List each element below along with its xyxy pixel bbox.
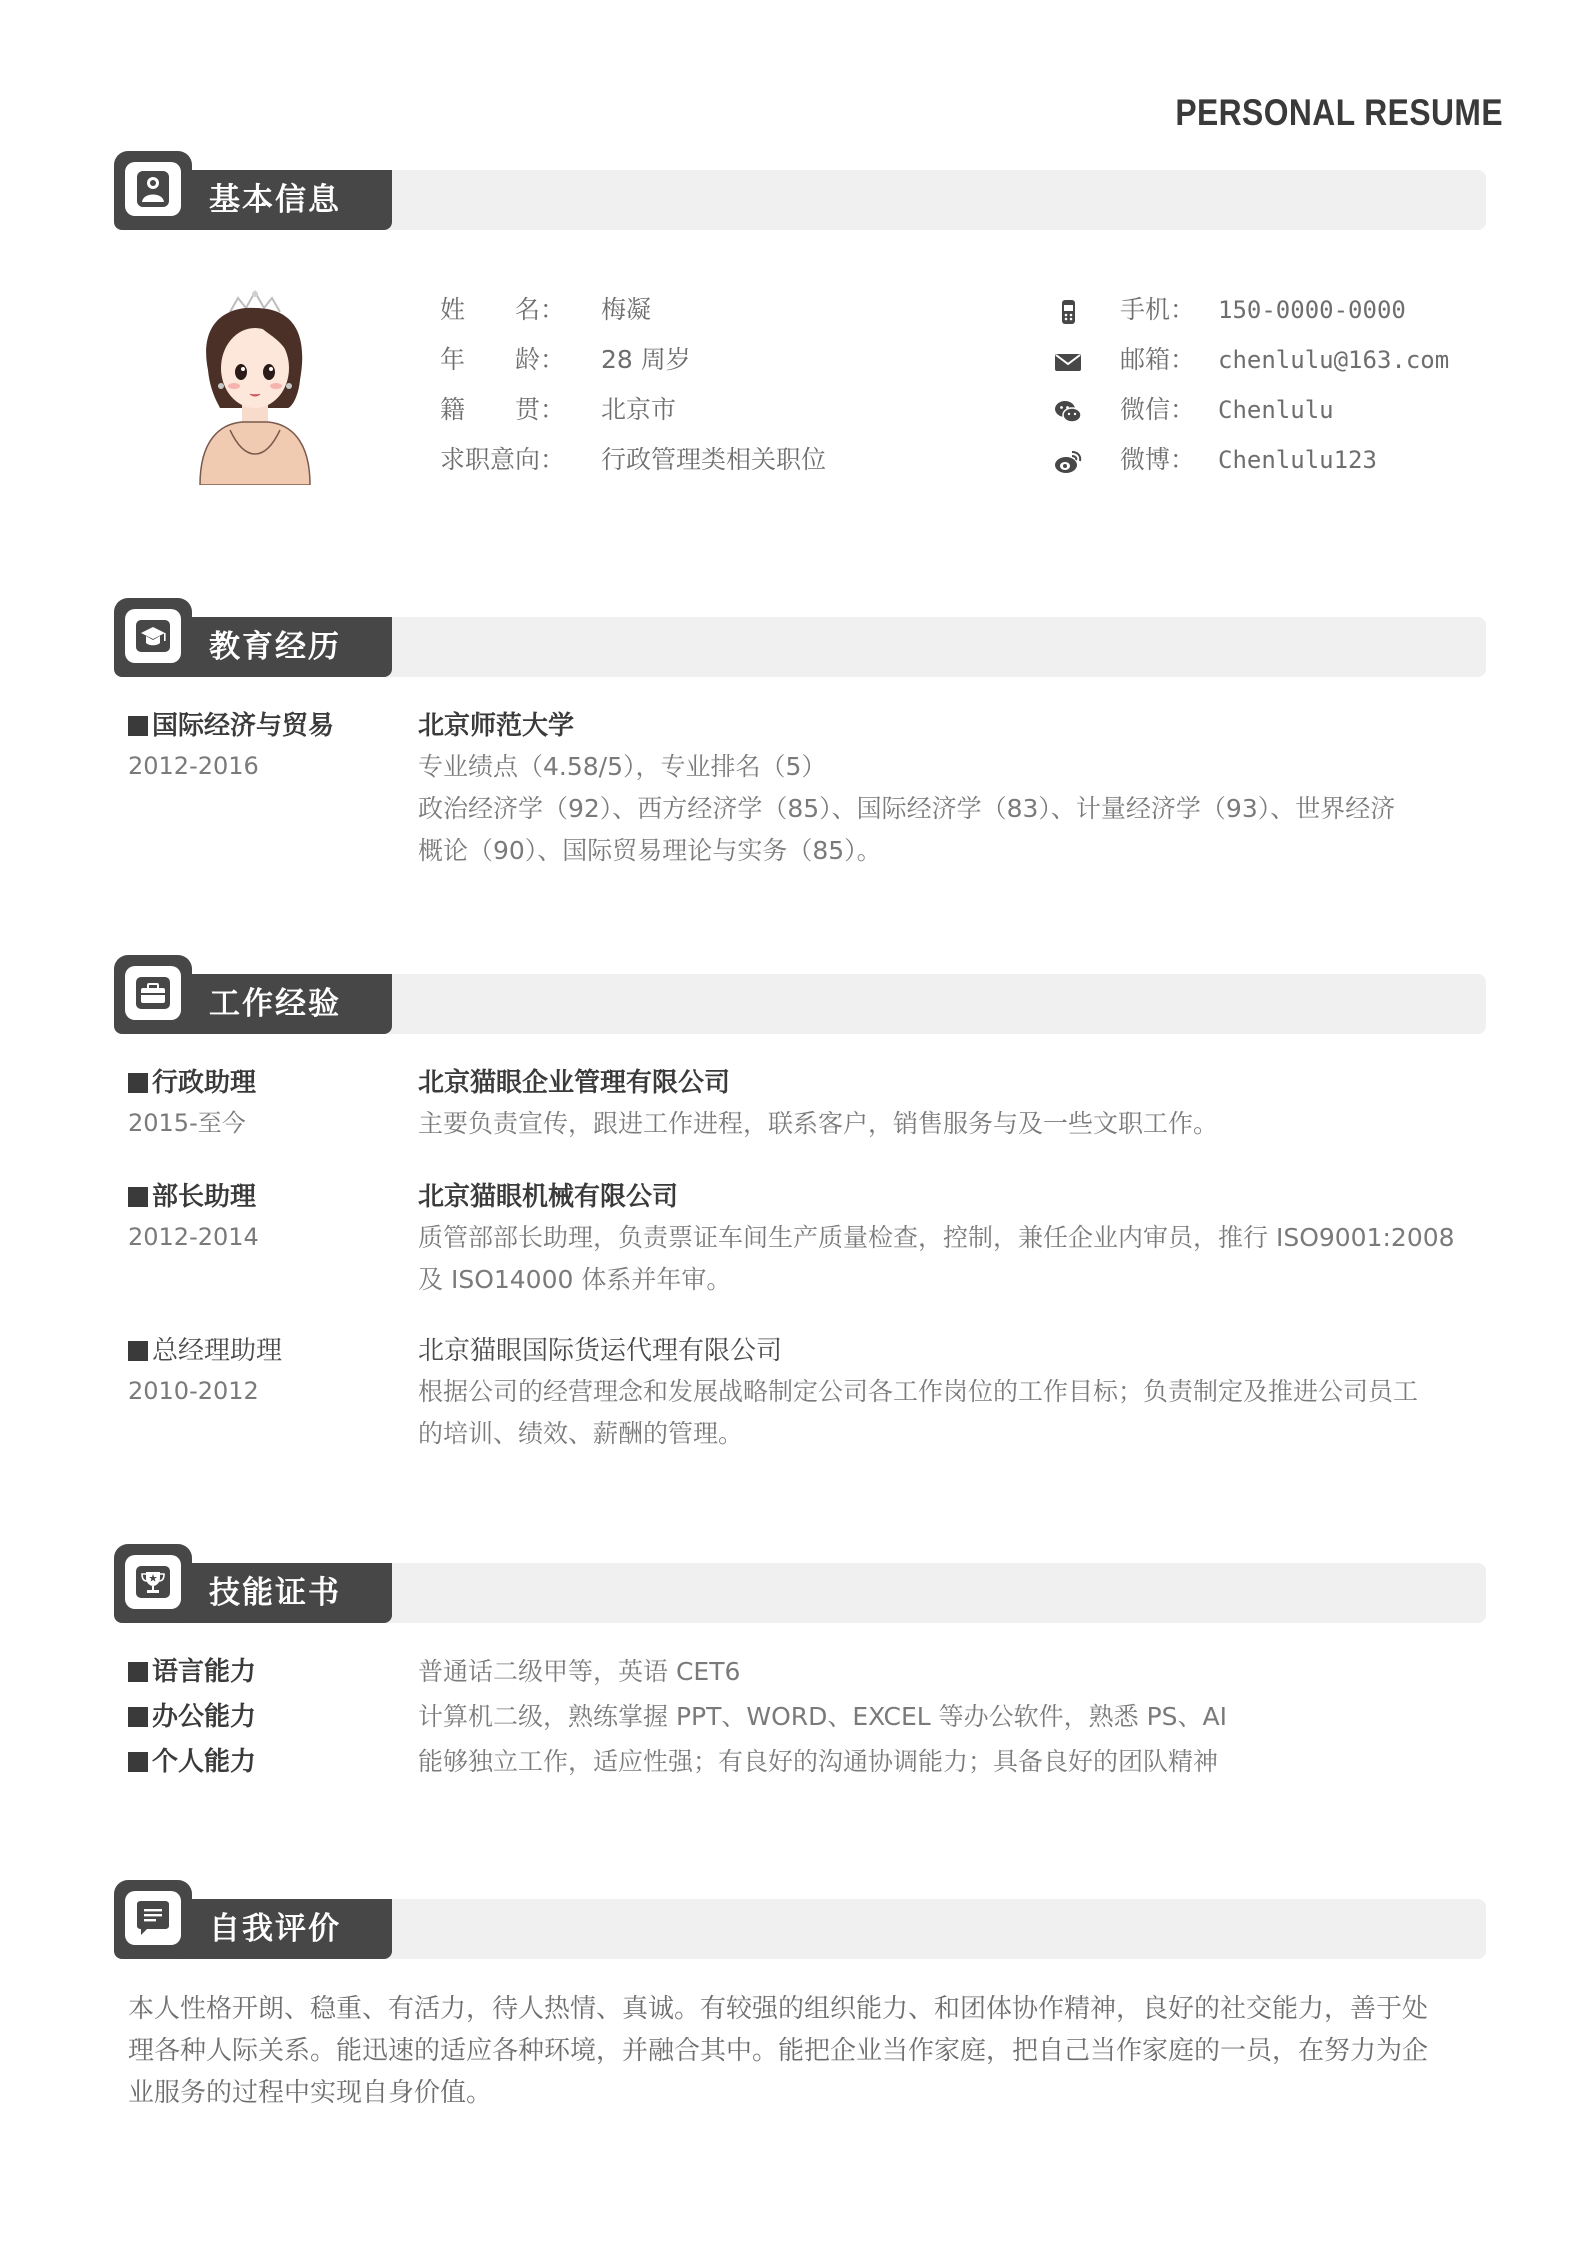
user-icon xyxy=(125,162,181,216)
resume-title: PERSONAL RESUME xyxy=(1175,92,1503,133)
education-desc-line: 专业绩点（4.58/5），专业排名（5） xyxy=(418,752,827,781)
education-major xyxy=(128,706,408,746)
skill-label xyxy=(128,1742,256,1782)
info-row-age xyxy=(440,340,826,390)
self-evaluation-text xyxy=(128,1988,1488,2114)
work-position xyxy=(128,1063,408,1103)
age-value: 28 周岁 xyxy=(601,345,691,374)
education-desc-line: 政治经济学（92）、西方经济学（85）、国际经济学（83）、计量经济学（93）、世界经济 xyxy=(418,794,1396,823)
work-desc-line: 根据公司的经营理念和发展战略制定公司各工作岗位的工作目标；负责制定及推进公司员工 xyxy=(418,1377,1419,1406)
origin-label: 籍 贯： xyxy=(440,395,566,424)
self-eval-line: 本人性格开朗、稳重、有活力，待人热情、真诚。有较强的组织能力、和团体协作精神，良好的社交能力，善于处 xyxy=(128,1994,1429,2024)
info-row-intent xyxy=(440,440,826,490)
info-row-origin xyxy=(440,390,826,440)
phone-label: 手机： xyxy=(1120,295,1196,324)
age-label: 年 龄： xyxy=(440,345,566,374)
weibo-value: Chenlulu123 xyxy=(1218,446,1377,474)
name-label: 姓 名： xyxy=(440,295,566,324)
bullet-square xyxy=(128,1662,148,1682)
work-left xyxy=(128,1331,408,1411)
position-text: 总经理助理 xyxy=(152,1336,283,1366)
section-title: 自我评价 xyxy=(209,1911,341,1947)
origin-value: 北京市 xyxy=(601,395,677,424)
section-icon-box xyxy=(114,1544,192,1620)
intent-value: 行政管理类相关职位 xyxy=(601,445,827,474)
skill-text: 普通话二级甲等，英语 CET6 xyxy=(418,1657,741,1686)
work-left xyxy=(128,1177,408,1257)
skill-text: 能够独立工作，适应性强；有良好的沟通协调能力；具备良好的团队精神 xyxy=(418,1747,1219,1776)
education-right xyxy=(418,706,1488,872)
work-years: 2010-2012 xyxy=(128,1377,259,1405)
bullet-square xyxy=(128,1073,148,1093)
section-title: 技能证书 xyxy=(209,1575,341,1611)
position-text: 行政助理 xyxy=(152,1068,257,1098)
wechat-icon xyxy=(1054,398,1082,426)
basic-info-list xyxy=(440,290,826,490)
wechat-value: Chenlulu xyxy=(1218,396,1334,424)
education-desc-line: 概论（90）、国际贸易理论与实务（85）。 xyxy=(418,836,882,865)
bullet-square xyxy=(128,1707,148,1727)
section-work xyxy=(114,974,1486,1034)
email-label: 邮箱： xyxy=(1120,345,1196,374)
work-desc-line: 的培训、绩效、薪酬的管理。 xyxy=(418,1419,744,1448)
bullet-square xyxy=(128,1341,148,1361)
info-row-name xyxy=(440,290,826,340)
work-right xyxy=(418,1063,1488,1145)
section-education xyxy=(114,617,1486,677)
work-desc-line: 及 ISO14000 体系并年审。 xyxy=(418,1265,732,1294)
section-title: 教育经历 xyxy=(209,629,341,665)
skill-label xyxy=(128,1697,256,1737)
mobile-phone-icon xyxy=(1054,298,1082,326)
section-skills xyxy=(114,1563,1486,1623)
work-position xyxy=(128,1177,408,1217)
skill-label-text: 办公能力 xyxy=(152,1702,257,1732)
phone-value: 150-0000-0000 xyxy=(1218,296,1406,324)
section-icon-box xyxy=(114,1880,192,1956)
work-entry xyxy=(128,1177,1488,1307)
email-value: chenlulu@163.com xyxy=(1218,346,1450,374)
section-title: 基本信息 xyxy=(209,182,341,218)
skill-row xyxy=(128,1652,1488,1697)
self-eval-line: 理各种人际关系。能迅速的适应各种环境，并融合其中。能把企业当作家庭，把自己当作家庭的一员，在努力为企 xyxy=(128,2036,1429,2066)
work-entry xyxy=(128,1063,1488,1153)
skill-row xyxy=(128,1697,1488,1742)
wechat-label: 微信： xyxy=(1120,395,1196,424)
school-name: 北京师范大学 xyxy=(418,711,575,741)
weibo-label: 微博： xyxy=(1120,445,1196,474)
work-right xyxy=(418,1331,1488,1455)
name-value: 梅凝 xyxy=(601,295,652,324)
education-years: 2012-2016 xyxy=(128,752,259,780)
major-text: 国际经济与贸易 xyxy=(152,711,335,741)
company-name: 北京猫眼机械有限公司 xyxy=(418,1182,679,1212)
position-text: 部长助理 xyxy=(152,1182,257,1212)
section-basic-info xyxy=(114,170,1486,230)
message-icon xyxy=(125,1891,181,1945)
skill-text: 计算机二级，熟练掌握 PPT、WORD、EXCEL 等办公软件，熟悉 PS、AI xyxy=(418,1702,1227,1731)
briefcase-icon xyxy=(125,966,181,1020)
graduation-cap-icon xyxy=(125,609,181,663)
work-entry xyxy=(128,1331,1488,1461)
education-left xyxy=(128,706,408,786)
intent-label: 求职意向： xyxy=(440,445,566,474)
work-years: 2015-至今 xyxy=(128,1109,246,1137)
work-right xyxy=(418,1177,1488,1301)
self-eval-line: 业服务的过程中实现自身价值。 xyxy=(128,2078,493,2108)
section-icon-box xyxy=(114,955,192,1031)
company-name: 北京猫眼国际货运代理有限公司 xyxy=(418,1336,783,1366)
section-icon-box xyxy=(114,598,192,674)
trophy-icon xyxy=(125,1555,181,1609)
avatar xyxy=(190,290,320,489)
section-self-evaluation xyxy=(114,1899,1486,1959)
skill-label-text: 语言能力 xyxy=(152,1657,257,1687)
bullet-square xyxy=(128,716,148,736)
bullet-square xyxy=(128,1752,148,1772)
work-left xyxy=(128,1063,408,1143)
section-icon-box xyxy=(114,151,192,227)
education-entry xyxy=(128,706,1488,876)
section-title: 工作经验 xyxy=(209,986,341,1022)
work-years: 2012-2014 xyxy=(128,1223,259,1251)
skill-label-text: 个人能力 xyxy=(152,1747,257,1777)
work-desc-line: 主要负责宣传，跟进工作进程，联系客户，销售服务与及一些文职工作。 xyxy=(418,1109,1219,1138)
weibo-icon xyxy=(1054,448,1082,476)
company-name: 北京猫眼企业管理有限公司 xyxy=(418,1068,731,1098)
envelope-icon xyxy=(1054,348,1082,376)
skill-row xyxy=(128,1742,1488,1787)
skill-label xyxy=(128,1652,256,1692)
work-desc-line: 质管部部长助理，负责票证车间生产质量检查，控制，兼任企业内审员，推行 ISO9001:2008 xyxy=(418,1223,1455,1252)
work-position xyxy=(128,1331,408,1371)
bullet-square xyxy=(128,1187,148,1207)
